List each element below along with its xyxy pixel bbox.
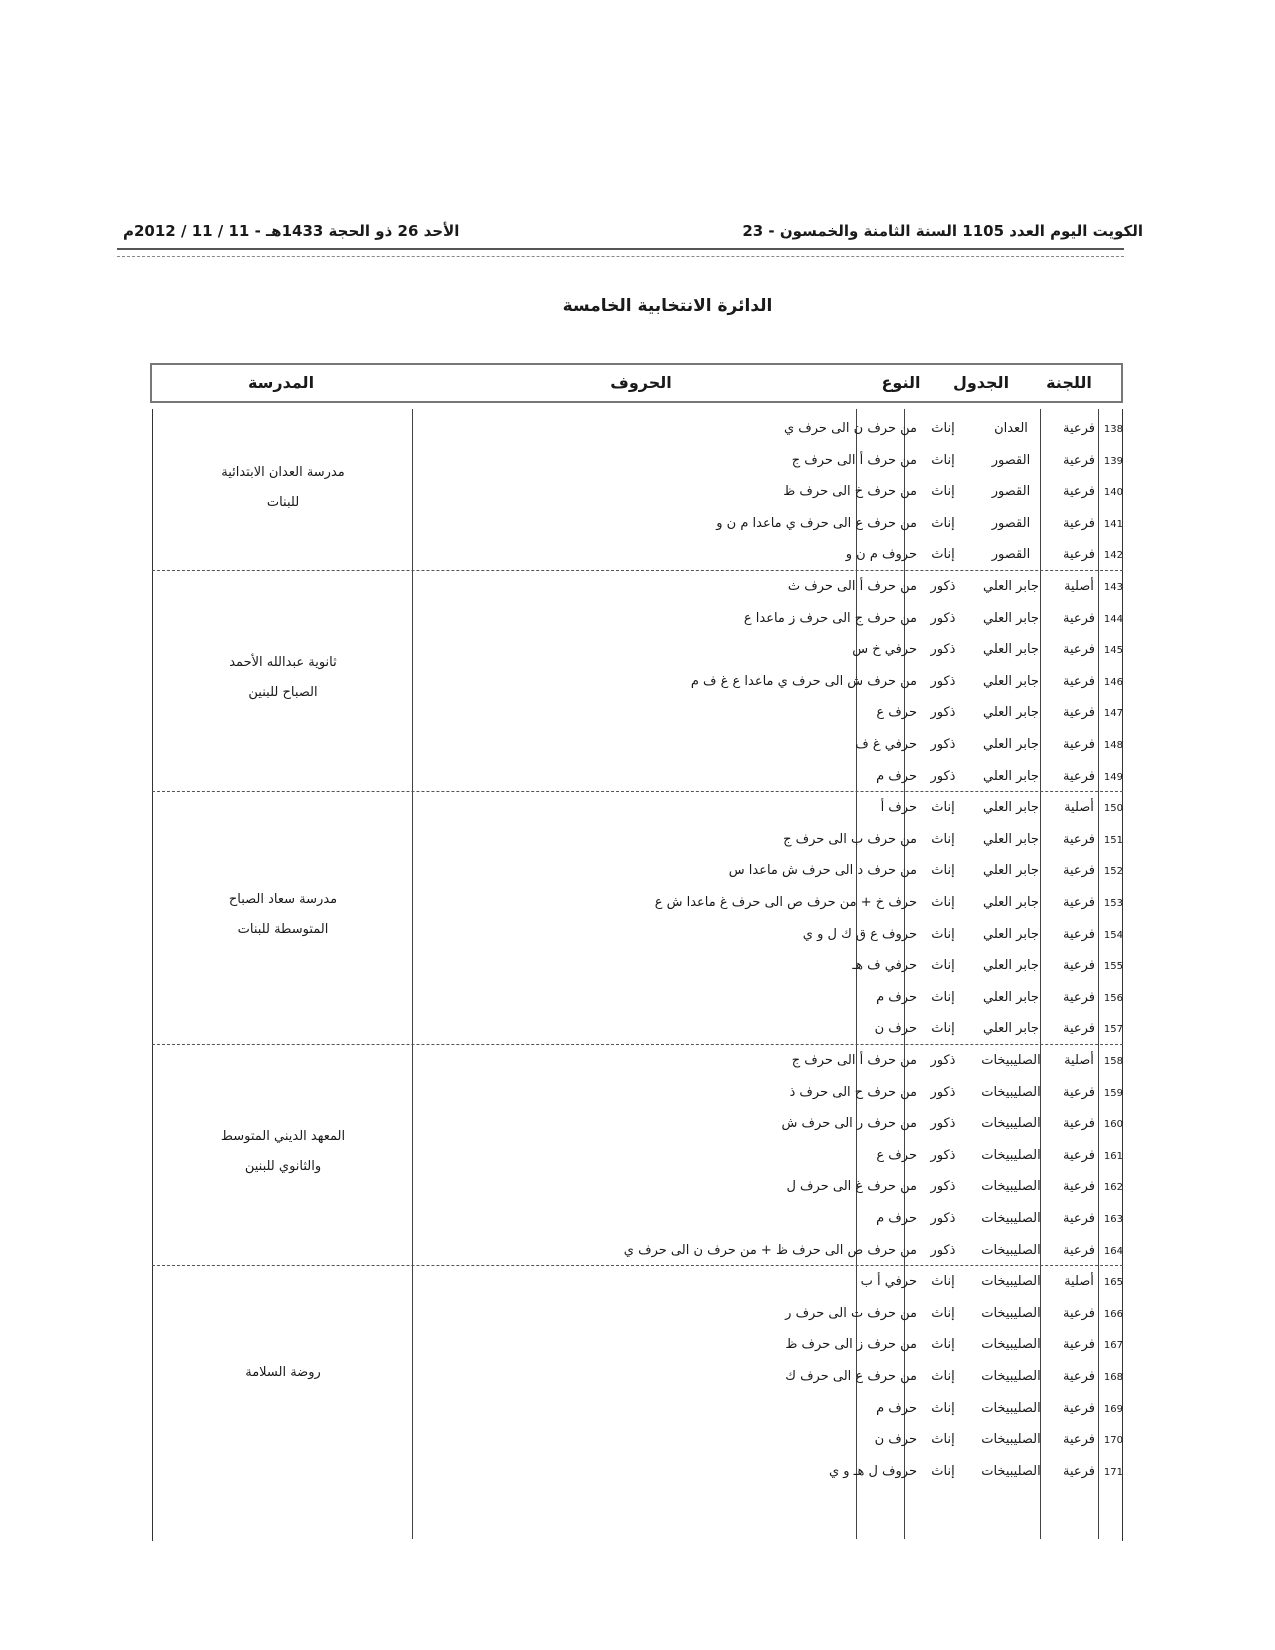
committee-cell: فرعية — [1062, 989, 1096, 1005]
committee-cell: أصلية — [1064, 579, 1094, 594]
committee-cell: فرعية — [1062, 958, 1096, 974]
school-name-line-1: روضة السلامة — [245, 1364, 321, 1380]
table-cell: الصليبيخات — [981, 1242, 1041, 1258]
table-cell: الصليبيخات — [981, 1211, 1041, 1226]
letters-cell: من حرف ج الى حرف ز ماعدا ع — [743, 610, 917, 626]
letters-cell: حرفي أ ب — [860, 1274, 917, 1290]
letters-cell: حرف م — [876, 768, 917, 784]
gender-cell: إناث — [931, 926, 955, 942]
page-header-right: الكويت اليوم العدد 1105 السنة الثامنة والخمسون - 23 — [742, 222, 1143, 240]
gender-cell: ذكور — [930, 579, 956, 594]
letters-cell: حرف م — [876, 1211, 917, 1226]
letters-cell: حرف خ + من حرف ص الى حرف غ ماعدا ش ع — [654, 895, 917, 910]
row-number: 151 — [1103, 834, 1123, 846]
committee-cell: فرعية — [1062, 421, 1096, 436]
table-cell: الصليبيخات — [981, 1147, 1041, 1163]
district-title: الدائرة الانتخابية الخامسة — [562, 296, 773, 316]
row-number: 139 — [1103, 455, 1123, 467]
gender-cell: إناث — [931, 989, 955, 1005]
gender-cell: إناث — [931, 547, 955, 563]
gender-cell: ذكور — [930, 642, 956, 658]
table-cell: الصليبيخات — [981, 1369, 1041, 1384]
table-row — [152, 857, 1123, 887]
row-number: 171 — [1103, 1466, 1123, 1478]
table-cell: جابر العلي — [983, 926, 1039, 942]
table-cell: الصليبيخات — [981, 1305, 1041, 1321]
gender-cell: إناث — [931, 958, 955, 974]
gender-cell: إناث — [931, 1274, 955, 1290]
table-cell: جابر العلي — [983, 958, 1039, 974]
gender-cell: إناث — [931, 863, 955, 879]
committee-cell: فرعية — [1062, 673, 1096, 689]
row-number: 145 — [1103, 645, 1123, 657]
table-cell: جابر العلي — [983, 800, 1039, 816]
committee-cell: فرعية — [1062, 610, 1096, 626]
table-row — [152, 984, 1123, 1014]
committee-cell: فرعية — [1062, 1084, 1096, 1100]
committee-cell: فرعية — [1062, 1463, 1096, 1479]
committee-cell: فرعية — [1062, 1242, 1096, 1258]
row-number: 159 — [1103, 1087, 1123, 1099]
row-number: 147 — [1103, 708, 1123, 720]
committee-cell: فرعية — [1062, 926, 1096, 942]
row-number: 163 — [1103, 1214, 1123, 1225]
school-name-line-1: المعهد الديني المتوسط — [220, 1128, 346, 1144]
table-cell: الصليبيخات — [981, 1463, 1041, 1479]
letters-cell: من حرف ع الى حرف ي ماعدا م ن و — [716, 515, 917, 531]
table-row — [152, 763, 1123, 793]
letters-cell: من حرف خ الى حرف ظ — [783, 484, 917, 500]
gender-cell: إناث — [931, 1463, 955, 1479]
row-number: 153 — [1103, 898, 1123, 909]
school-name — [152, 458, 414, 518]
committee-cell: فرعية — [1062, 1432, 1096, 1448]
committee-cell: فرعية — [1062, 895, 1096, 910]
row-number: 146 — [1103, 676, 1123, 688]
letters-cell: حرف م — [876, 989, 917, 1005]
letters-cell: من حرف ت الى حرف ر — [785, 1305, 917, 1321]
row-number: 165 — [1103, 1277, 1123, 1289]
gender-cell: إناث — [931, 1305, 955, 1321]
table-row — [152, 1395, 1123, 1425]
committee-cell: فرعية — [1062, 863, 1096, 879]
col-gender-header: النوع — [881, 373, 921, 392]
committee-cell: فرعية — [1062, 515, 1096, 531]
table-cell: جابر العلي — [983, 705, 1039, 721]
gender-cell: ذكور — [930, 1211, 956, 1226]
letters-cell: من حرف ح الى حرف ذ — [789, 1084, 917, 1100]
row-number: 157 — [1103, 1024, 1123, 1036]
row-number: 162 — [1103, 1182, 1123, 1194]
school-name-line-2: المتوسطة للبنات — [237, 921, 329, 937]
group-separator — [152, 570, 1123, 571]
committee-cell: فرعية — [1062, 1337, 1096, 1353]
committee-cell: فرعية — [1062, 1179, 1096, 1195]
committee-cell: فرعية — [1062, 1211, 1096, 1226]
table-row — [152, 1300, 1123, 1330]
row-number: 148 — [1103, 740, 1123, 751]
table-cell: العدان — [994, 421, 1028, 436]
gender-cell: ذكور — [930, 1179, 956, 1195]
school-name-line-2: للبنات — [266, 495, 300, 510]
committee-cell: فرعية — [1062, 1369, 1096, 1384]
table-row — [152, 952, 1123, 982]
table-cell: الصليبيخات — [981, 1432, 1041, 1448]
school-name-line-1: مدرسة سعاد الصباح — [228, 891, 338, 907]
gender-cell: إناث — [931, 515, 955, 531]
table-cell: القصور — [991, 547, 1031, 563]
school-name — [152, 885, 414, 945]
school-name-line-1: مدرسة العدان الابتدائية — [221, 465, 345, 480]
table-row — [152, 1237, 1123, 1267]
school-name-line-2: والثانوي للبنين — [244, 1158, 322, 1174]
letters-cell: من حرف ش الى حرف ي ماعدا ع غ ف م — [690, 673, 917, 689]
committee-cell: فرعية — [1062, 1021, 1096, 1037]
table-row — [152, 605, 1123, 635]
table-cell: جابر العلي — [983, 579, 1039, 594]
group-separator — [152, 1044, 1123, 1045]
letters-cell: من حرف د الى حرف ش ماعدا س — [728, 863, 917, 879]
committee-cell: أصلية — [1064, 1274, 1094, 1290]
table-cell: جابر العلي — [983, 673, 1039, 689]
row-number: 169 — [1103, 1403, 1123, 1415]
gender-cell: ذكور — [930, 737, 956, 752]
letters-cell: حرف ن — [874, 1432, 917, 1448]
row-number: 143 — [1103, 582, 1123, 593]
letters-cell: حرفي غ ف — [855, 737, 917, 752]
row-number: 156 — [1103, 992, 1123, 1004]
committee-cell: فرعية — [1062, 737, 1096, 752]
committee-cell: فرعية — [1062, 642, 1096, 658]
gender-cell: إناث — [931, 421, 955, 436]
table-cell: القصور — [991, 452, 1031, 468]
row-number: 166 — [1103, 1308, 1123, 1320]
letters-cell: حرف م — [876, 1400, 917, 1416]
table-row — [152, 1047, 1123, 1077]
table-cell: جابر العلي — [983, 1021, 1039, 1037]
gender-cell: إناث — [931, 895, 955, 910]
row-number: 161 — [1103, 1150, 1123, 1162]
table-row — [152, 1268, 1123, 1298]
page-header-left: الأحد 26 ذو الحجة 1433هـ - 11 / 11 / 2012م — [123, 222, 460, 240]
table-cell: الصليبيخات — [981, 1337, 1041, 1353]
table-row — [152, 731, 1123, 761]
gender-cell: إناث — [931, 831, 955, 847]
letters-cell: من حرف أ الى حرف ج — [791, 452, 917, 468]
table-row — [152, 541, 1123, 571]
table-row — [152, 1426, 1123, 1456]
committee-cell: فرعية — [1062, 1116, 1096, 1132]
table-row — [152, 794, 1123, 824]
gender-cell: إناث — [931, 1369, 955, 1384]
row-number: 167 — [1103, 1340, 1123, 1352]
committee-cell: فرعية — [1062, 1147, 1096, 1163]
row-number: 160 — [1103, 1119, 1123, 1131]
letters-cell: حروف ع ق ك ل و ي — [802, 926, 917, 942]
table-cell: القصور — [991, 484, 1031, 500]
committee-cell: فرعية — [1062, 705, 1096, 721]
gender-cell: إناث — [931, 1337, 955, 1353]
letters-cell: من حرف ب الى حرف ج — [783, 831, 917, 847]
committee-cell: فرعية — [1062, 452, 1096, 468]
committee-cell: فرعية — [1062, 484, 1096, 500]
school-name — [152, 1358, 414, 1388]
gender-cell: ذكور — [930, 1242, 956, 1258]
table-cell: جابر العلي — [983, 610, 1039, 626]
table-row — [152, 826, 1123, 856]
committee-cell: فرعية — [1062, 1305, 1096, 1321]
col-school-header: المدرسة — [247, 373, 315, 392]
letters-cell: حرفي ف هـ — [852, 958, 917, 974]
gender-cell: ذكور — [930, 610, 956, 626]
row-number: 144 — [1103, 613, 1123, 625]
header-rule — [117, 248, 1124, 257]
row-number: 168 — [1103, 1372, 1123, 1383]
letters-cell: من حرف غ الى حرف ل — [786, 1179, 917, 1195]
committee-cell: فرعية — [1062, 831, 1096, 847]
table-header — [150, 363, 1123, 403]
row-number: 149 — [1103, 771, 1123, 783]
school-name-line-2: الصباح للبنين — [248, 684, 318, 700]
letters-cell: حرفي خ س — [852, 642, 917, 658]
gender-cell: إناث — [931, 484, 955, 500]
row-number: 158 — [1103, 1056, 1123, 1067]
table-cell: جابر العلي — [983, 768, 1039, 784]
row-number: 140 — [1103, 487, 1123, 499]
letters-cell: حرف ع — [876, 705, 917, 721]
letters-cell: حروف م ن و — [845, 547, 917, 563]
gender-cell: ذكور — [930, 1053, 956, 1068]
letters-cell: من حرف ز الى حرف ظ — [785, 1337, 917, 1353]
committee-cell: أصلية — [1064, 800, 1094, 816]
table-cell: جابر العلي — [983, 895, 1039, 910]
letters-cell: حرف ن — [874, 1021, 917, 1037]
gender-cell: إناث — [931, 452, 955, 468]
gender-cell: ذكور — [930, 673, 956, 689]
row-number: 155 — [1103, 961, 1123, 973]
gender-cell: ذكور — [930, 705, 956, 721]
committee-cell: فرعية — [1062, 768, 1096, 784]
gender-cell: إناث — [931, 1432, 955, 1448]
row-number: 150 — [1103, 803, 1123, 815]
row-number: 164 — [1103, 1245, 1123, 1257]
table-row — [152, 1205, 1123, 1235]
row-number: 138 — [1103, 424, 1123, 435]
table-row — [152, 1079, 1123, 1109]
row-number: 141 — [1103, 518, 1123, 530]
committee-cell: فرعية — [1062, 547, 1096, 563]
gender-cell: ذكور — [930, 1147, 956, 1163]
table-row — [152, 1458, 1123, 1488]
row-number: 142 — [1103, 550, 1123, 562]
table-cell: الصليبيخات — [981, 1116, 1041, 1132]
table-cell: الصليبيخات — [981, 1084, 1041, 1100]
gender-cell: إناث — [931, 1400, 955, 1416]
row-number: 154 — [1103, 929, 1123, 941]
school-name-line-1: ثانوية عبدالله الأحمد — [229, 654, 337, 670]
letters-cell: من حرف أ الى حرف ث — [787, 579, 917, 594]
gender-cell: إناث — [931, 1021, 955, 1037]
gender-cell: إناث — [931, 800, 955, 816]
group-separator — [152, 1265, 1123, 1266]
school-name — [152, 1122, 414, 1182]
committee-cell: فرعية — [1062, 1400, 1096, 1416]
letters-cell: حرف أ — [880, 800, 917, 816]
letters-cell: من حرف ع الى حرف ك — [785, 1369, 917, 1384]
table-cell: جابر العلي — [983, 642, 1039, 658]
table-cell: الصليبيخات — [981, 1400, 1041, 1416]
gender-cell: ذكور — [930, 768, 956, 784]
table-row — [152, 573, 1123, 603]
table-row — [152, 415, 1123, 445]
letters-cell: حرف ع — [876, 1147, 917, 1163]
school-name — [152, 648, 414, 708]
table-cell: القصور — [991, 515, 1031, 531]
table-cell: جابر العلي — [983, 737, 1039, 752]
gender-cell: ذكور — [930, 1084, 956, 1100]
col-table-header: الجدول — [952, 373, 1010, 392]
table-cell: الصليبيخات — [981, 1179, 1041, 1195]
table-row — [152, 1015, 1123, 1045]
table-cell: جابر العلي — [983, 863, 1039, 879]
table-cell: الصليبيخات — [981, 1053, 1041, 1068]
row-number: 152 — [1103, 866, 1123, 878]
group-separator — [152, 791, 1123, 792]
row-number: 170 — [1103, 1435, 1123, 1447]
letters-cell: من حرف ر الى حرف ش — [781, 1116, 917, 1132]
table-cell: الصليبيخات — [981, 1274, 1041, 1290]
table-cell: جابر العلي — [983, 989, 1039, 1005]
gender-cell: ذكور — [930, 1116, 956, 1132]
letters-cell: حروف ل هـ و ي — [828, 1463, 917, 1479]
letters-cell: من حرف ص الى حرف ظ + من حرف ن الى حرف ي — [623, 1242, 917, 1258]
letters-cell: من حرف ن الى حرف ي — [783, 421, 917, 436]
letters-cell: من حرف أ الى حرف ج — [791, 1053, 917, 1068]
committee-cell: أصلية — [1064, 1053, 1094, 1068]
col-letters-header: الحروف — [610, 373, 672, 392]
table-cell: جابر العلي — [983, 831, 1039, 847]
col-committee-header: اللجنة — [1046, 373, 1092, 392]
